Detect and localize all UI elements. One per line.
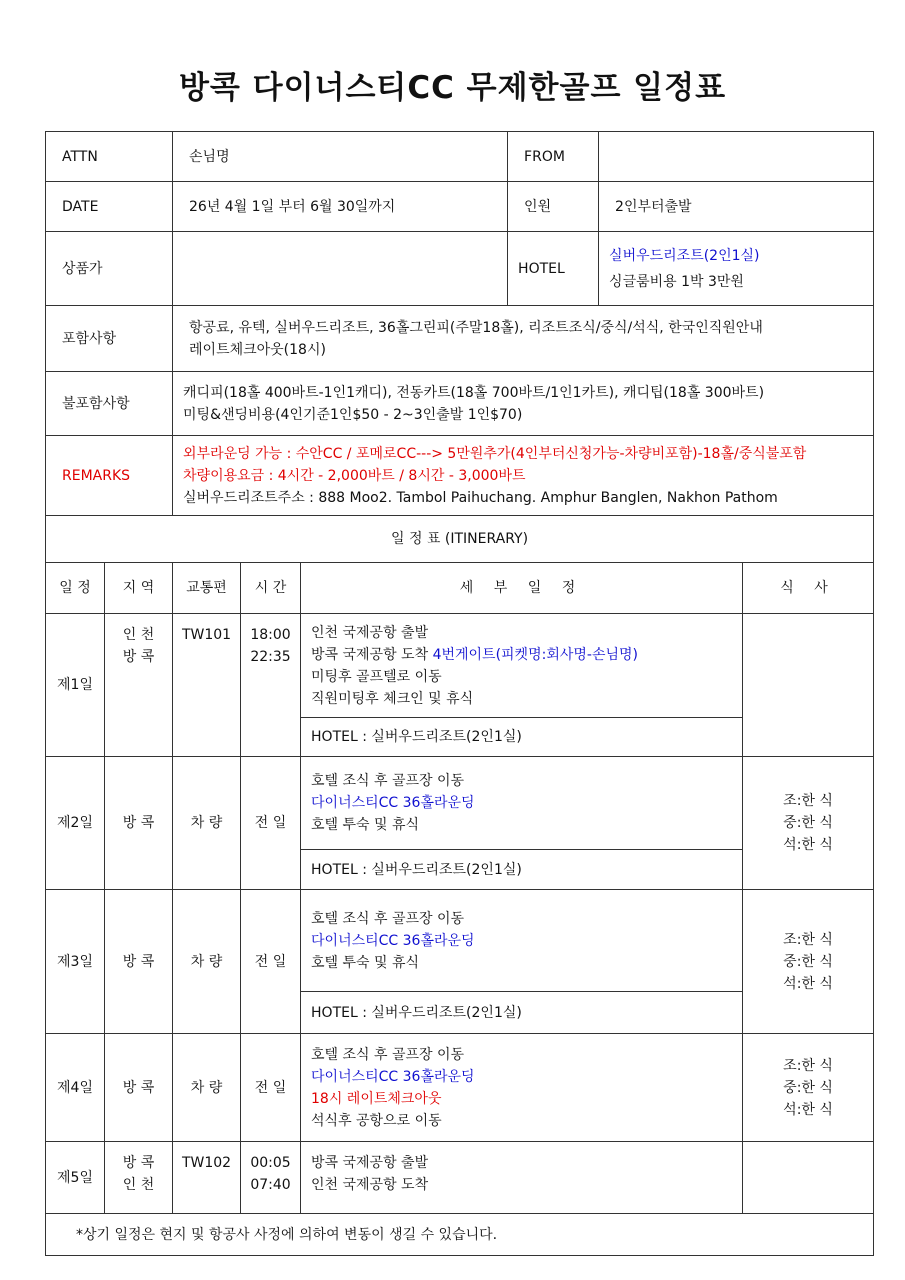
day-transport: TW101 — [173, 614, 241, 757]
price-label: 상품가 — [46, 232, 173, 306]
included-label: 포함사항 — [46, 306, 173, 372]
region-line: 방 콕 — [122, 649, 155, 665]
page-title: 방콕 다이너스티CC 무제한골프 일정표 — [178, 70, 727, 106]
hotel-single: 싱글룸비용 1박 3만원 — [609, 273, 744, 290]
excluded-line: 미팅&샌딩비용(4인기준1인$50 - 2~3인출발 1인$70) — [183, 406, 523, 423]
detail-line: 호텔 조식 후 골프장 이동 — [311, 1046, 465, 1063]
detail-line: 다이너스티CC 36홀라운딩 — [311, 795, 475, 811]
day-label: 제2일 — [46, 757, 105, 890]
detail-highlight: 4번게이트(피켓명:회사명-손님명) — [432, 646, 638, 663]
detail-line: 18시 레이트체크아웃 — [311, 1090, 442, 1107]
detail-line — [311, 644, 732, 666]
detail-line: 방콕 국제공항 출발 — [311, 1155, 429, 1171]
day-meals — [743, 890, 874, 1034]
day-region: 방 콕 — [105, 1034, 173, 1142]
time-line: 07:40 — [250, 1177, 291, 1193]
day-meals — [743, 1034, 874, 1142]
from-value — [599, 132, 874, 182]
day-details — [301, 614, 743, 718]
meal: 석:한 식 — [783, 975, 833, 992]
remarks-line: 외부라운딩 가능 : 수안CC / 포메로CC---> 5만원추가(4인부터신청가능-차량비포함)-18홀/중식불포함 — [183, 445, 807, 462]
included-value — [173, 306, 874, 372]
itinerary-table — [45, 131, 874, 1256]
day-time: 전 일 — [241, 1034, 301, 1142]
date-value: 26년 4월 1일 부터 6월 30일까지 — [173, 182, 508, 232]
region-line: 인 천 — [122, 1177, 155, 1193]
header-transport: 교통편 — [173, 563, 241, 614]
header-details: 세 부 일 정 — [301, 563, 743, 614]
attn-label: ATTN — [46, 132, 173, 182]
day-transport: 차 량 — [173, 890, 241, 1034]
meal: 석:한 식 — [783, 1101, 833, 1118]
attn-value: 손님명 — [173, 132, 508, 182]
header-time: 시 간 — [241, 563, 301, 614]
date-label: DATE — [46, 182, 173, 232]
meal: 석:한 식 — [783, 837, 833, 853]
day-label: 제3일 — [46, 890, 105, 1034]
detail-line: 인천 국제공항 출발 — [311, 624, 429, 641]
day-time: 전 일 — [241, 757, 301, 890]
from-label: FROM — [508, 132, 599, 182]
header-meals: 식 사 — [743, 563, 874, 614]
detail-line: 미팅후 골프텔로 이동 — [311, 668, 442, 685]
detail-line: 다이너스티CC 36홀라운딩 — [311, 1068, 475, 1085]
day-region — [105, 614, 173, 757]
meal: 중:한 식 — [783, 815, 833, 831]
detail-line: 호텔 투숙 및 휴식 — [311, 954, 420, 971]
people-value: 2인부터출발 — [599, 182, 874, 232]
detail-line: 호텔 조식 후 골프장 이동 — [311, 910, 465, 927]
time-line: 18:00 — [250, 627, 291, 643]
header-region: 지 역 — [105, 563, 173, 614]
meal: 중:한 식 — [783, 953, 833, 970]
meal: 조:한 식 — [783, 793, 833, 809]
itinerary-title: 일 정 표 (ITINERARY) — [46, 516, 874, 563]
hotel-value — [599, 232, 874, 306]
region-line: 인 천 — [122, 627, 155, 643]
day-details — [301, 1142, 743, 1214]
day-details — [301, 890, 743, 992]
time-line: 00:05 — [250, 1155, 291, 1171]
remarks-line: 실버우드리조트주소 : 888 Moo2. Tambol Paihuchang. Amphur Banglen, Nakhon Pathom — [183, 489, 778, 506]
day-hotel: HOTEL : 실버우드리조트(2인1실) — [301, 850, 743, 890]
excluded-value — [173, 372, 874, 436]
region-line: 방 콕 — [122, 1155, 155, 1171]
day-time — [241, 1142, 301, 1214]
day-label: 제5일 — [46, 1142, 105, 1214]
detail-line: 호텔 투숙 및 휴식 — [311, 817, 420, 833]
remarks-line: 차량이용요금 : 4시간 - 2,000바트 / 8시간 - 3,000바트 — [183, 467, 526, 484]
hotel-label: HOTEL — [508, 232, 599, 306]
day-meals — [743, 1142, 874, 1214]
day-label: 제1일 — [46, 614, 105, 757]
remarks-value — [173, 436, 874, 516]
header-day: 일 정 — [46, 563, 105, 614]
day-time: 전 일 — [241, 890, 301, 1034]
excluded-line: 캐디피(18홀 400바트-1인1캐디), 전동카트(18홀 700바트/1인1카트), 캐디팁(18홀 300바트) — [183, 384, 765, 401]
day-label: 제4일 — [46, 1034, 105, 1142]
included-line: 항공료, 유텍, 실버우드리조트, 36홀그린피(주말18홀), 리조트조식/중식/석식, 한국인직원안내 — [189, 319, 763, 336]
day-time — [241, 614, 301, 757]
meal: 조:한 식 — [783, 1057, 833, 1074]
day-details — [301, 1034, 743, 1142]
detail-line: 석식후 공항으로 이동 — [311, 1112, 442, 1129]
day-details — [301, 757, 743, 850]
meal: 중:한 식 — [783, 1079, 833, 1096]
day-hotel: HOTEL : 실버우드리조트(2인1실) — [301, 992, 743, 1034]
price-value — [173, 232, 508, 306]
footnote: *상기 일정은 현지 및 항공사 사정에 의하여 변동이 생길 수 있습니다. — [46, 1214, 874, 1256]
remarks-label: REMARKS — [46, 436, 173, 516]
day-region: 방 콕 — [105, 890, 173, 1034]
time-line: 22:35 — [250, 649, 291, 665]
day-transport: 차 량 — [173, 757, 241, 890]
people-label: 인원 — [508, 182, 599, 232]
hotel-name: 실버우드리조트(2인1실) — [609, 247, 760, 264]
detail-line: 호텔 조식 후 골프장 이동 — [311, 773, 465, 789]
detail-line: 직원미팅후 체크인 및 휴식 — [311, 690, 474, 707]
detail-text: 방콕 국제공항 도착 — [311, 646, 433, 663]
day-meals — [743, 614, 874, 757]
day-transport: TW102 — [173, 1142, 241, 1214]
included-line: 레이트체크아웃(18시) — [189, 341, 326, 358]
day-hotel: HOTEL : 실버우드리조트(2인1실) — [301, 718, 743, 757]
day-region: 방 콕 — [105, 757, 173, 890]
detail-line: 인천 국제공항 도착 — [311, 1177, 429, 1193]
day-meals — [743, 757, 874, 890]
day-region — [105, 1142, 173, 1214]
meal: 조:한 식 — [783, 931, 833, 948]
day-transport: 차 량 — [173, 1034, 241, 1142]
detail-line: 다이너스티CC 36홀라운딩 — [311, 932, 475, 949]
excluded-label: 불포함사항 — [46, 372, 173, 436]
